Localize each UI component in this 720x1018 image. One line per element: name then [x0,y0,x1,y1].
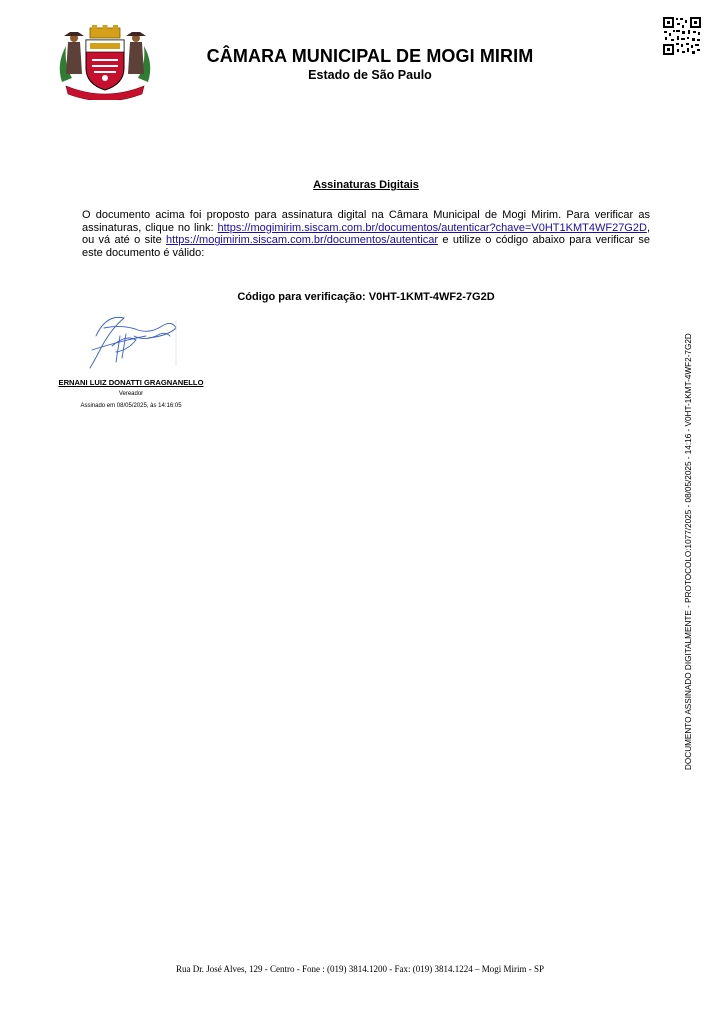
verification-site-link[interactable]: https://mogimirim.siscam.com.br/documentos/autenticar [166,234,439,247]
signature-timestamp: Assinado em 08/05/2025, às 14:16:05 [80,403,182,409]
digital-signature-stamp: DOCUMENTO ASSINADO DIGITALMENTE - PROTOCOLO:1077/2025 - 08/05/2025 - 14:16 - V0HT-1KMT-4WF2-7G2D [684,333,693,770]
page-title: CÂMARA MUNICIPAL DE MOGI MIRIM [206,46,534,66]
footer-address: Rua Dr. José Alves, 129 - Centro - Fone : (019) 3814.1200 - Fax: (019) 3814.1224 – Mogi Mirim - SP [176,964,544,974]
qr-code-icon[interactable] [662,16,702,56]
signer-role: Vereador [118,391,144,397]
page-subtitle: Estado de São Paulo [308,68,432,82]
verification-instructions [82,209,650,259]
section-title: Assinaturas Digitais [313,179,419,191]
verification-code: Código para verificação: V0HT-1KMT-4WF2-7G2D [237,291,495,303]
signer-name: ERNANI LUIZ DONATTI GRAGNANELLO [58,378,204,387]
handwritten-signature-icon [76,306,186,378]
verification-link-with-key[interactable]: https://mogimirim.siscam.com.br/documentos/autenticar?chave=V0HT1KMT4WF27G2D [217,221,647,234]
instructions-text-2: , ou vá até o site [82,221,650,247]
instructions-text-1: O documento acima foi proposto para assinatura digital na Câmara Municipal de Mogi Mirim. Para verificar as assinaturas, clique no link: [82,209,650,234]
municipal-coat-of-arms-icon [54,24,156,100]
instructions-text-3: e utilize o código abaixo para verificar se este documento é válido: [82,234,650,259]
